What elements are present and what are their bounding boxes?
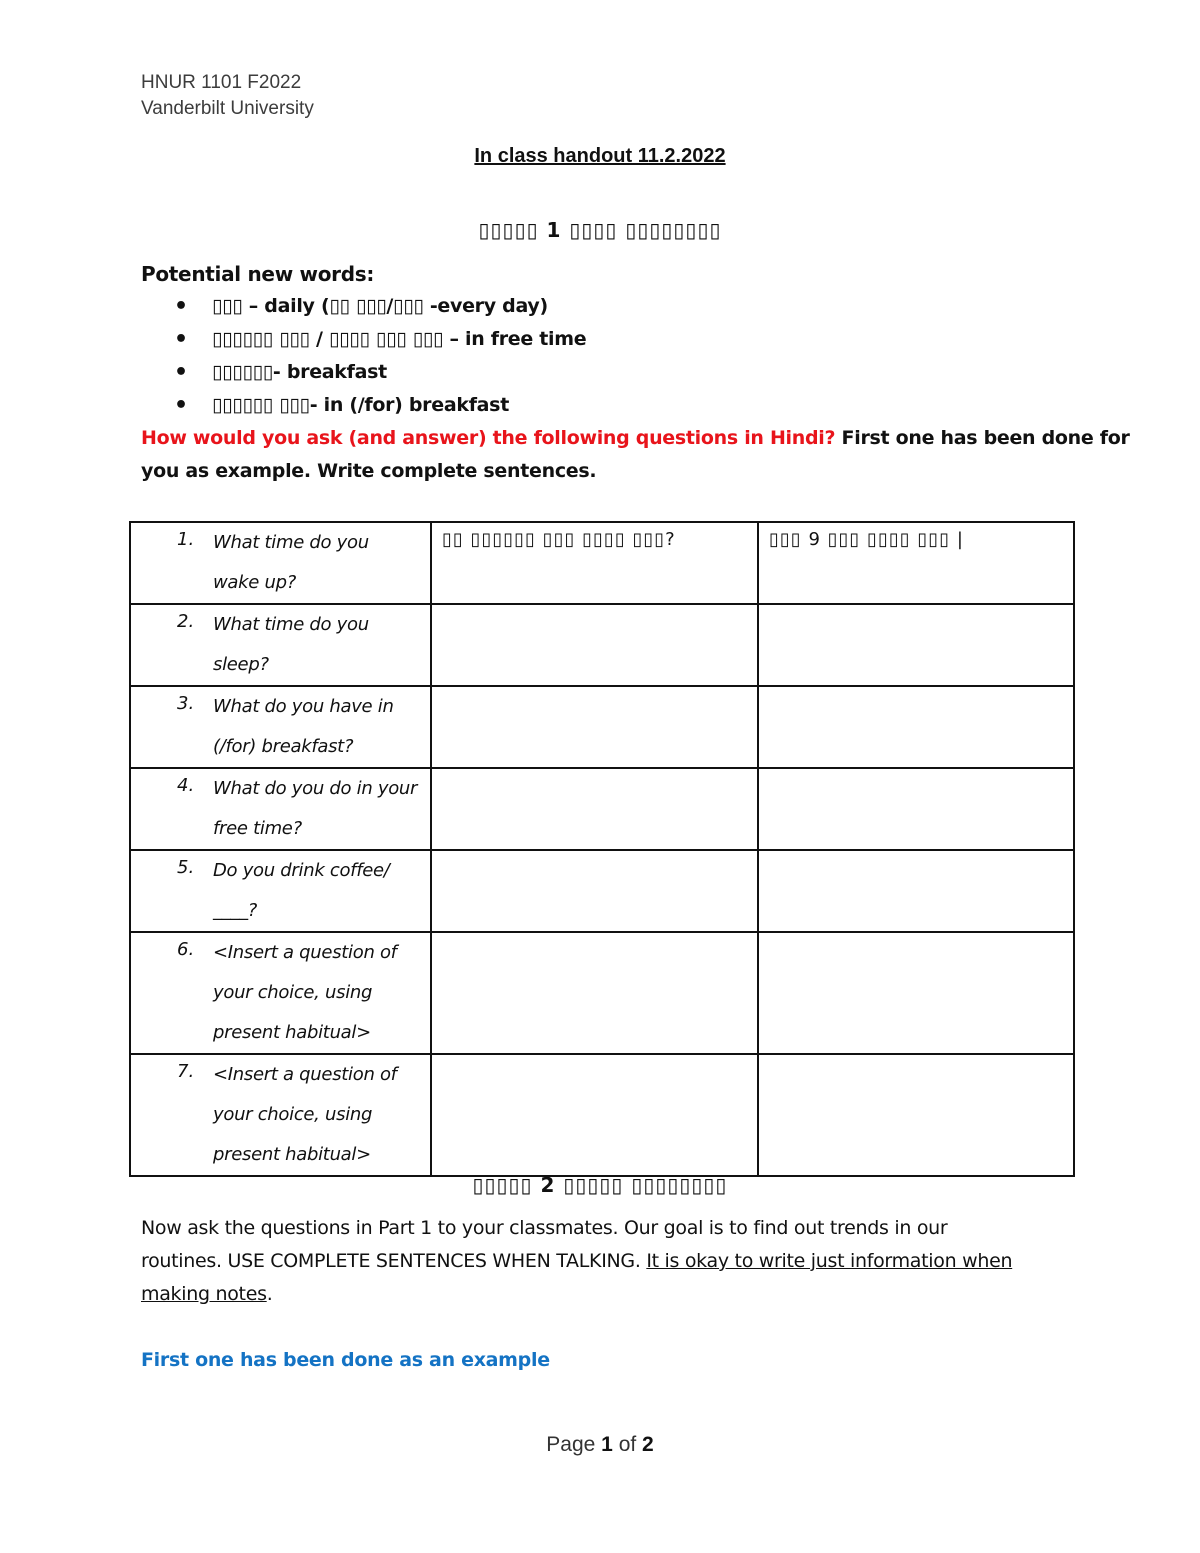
question-cell — [130, 1054, 431, 1176]
hindi-answer-cell[interactable] — [758, 522, 1074, 604]
table-row — [130, 768, 1074, 850]
question-number: 5. — [177, 857, 195, 878]
list-item: • ▯▯▯▯▯▯ ▯▯▯- in (/for) breakfast — [172, 389, 586, 422]
question-text-line: ____? — [213, 900, 258, 921]
question-text-line: What time do you — [213, 532, 369, 553]
hindi-question-text: ▯▯ ▯▯▯▯▯▯ ▯▯▯ ▯▯▯▯ ▯▯▯? — [442, 529, 676, 550]
bullet-icon: • — [174, 327, 188, 352]
table-row — [130, 932, 1074, 1054]
table-row — [130, 604, 1074, 686]
question-text-line: What do you have in — [213, 696, 394, 717]
question-text-line: your choice, using — [213, 1104, 373, 1125]
question-cell — [130, 686, 431, 768]
table-row — [130, 522, 1074, 604]
question-text-line: What time do you — [213, 614, 369, 635]
hindi-question-cell[interactable] — [431, 850, 758, 932]
hindi-answer-cell[interactable] — [758, 932, 1074, 1054]
hindi-answer-cell[interactable] — [758, 850, 1074, 932]
hindi-question-cell[interactable] — [431, 932, 758, 1054]
hindi-answer-cell[interactable] — [758, 604, 1074, 686]
part2-underlined-text-2: making notes — [141, 1283, 267, 1305]
question-text-line: <Insert a question of — [213, 942, 397, 963]
hindi-question-text — [432, 605, 757, 617]
hindi-question-text — [432, 933, 757, 945]
question-cell — [130, 522, 431, 604]
part2-line-2-text: routines. USE COMPLETE SENTENCES WHEN TALKING. — [141, 1250, 647, 1272]
hindi-answer-cell[interactable] — [758, 768, 1074, 850]
example-note: First one has been done as an example — [141, 1349, 550, 1371]
table-row — [130, 686, 1074, 768]
question-text-line: (/for) breakfast? — [213, 736, 354, 757]
question-cell — [130, 850, 431, 932]
document-title-text: In class handout 11.2.2022 — [474, 145, 726, 167]
hindi-answer-text — [759, 605, 1073, 617]
hindi-answer-text — [759, 769, 1073, 781]
question-cell — [130, 932, 431, 1054]
document-title — [0, 145, 1200, 168]
part2-line-1: Now ask the questions in Part 1 to your classmates. Our goal is to find out trends in our — [141, 1217, 948, 1239]
bullet-icon: • — [174, 360, 188, 385]
course-code: HNUR 1101 F2022 — [141, 72, 302, 93]
question-number: 1. — [177, 529, 195, 550]
instruction-red-text: How would you ask (and answer) the following questions in Hindi? — [141, 427, 836, 449]
question-cell — [130, 768, 431, 850]
question-cell — [130, 604, 431, 686]
question-text-line: What do you do in your — [213, 778, 418, 799]
part2-line-3: making notes. — [141, 1283, 273, 1305]
table-row — [130, 1054, 1074, 1176]
hindi-question-cell[interactable] — [431, 686, 758, 768]
hindi-question-cell[interactable] — [431, 604, 758, 686]
page-footer: Page 1 of 2 — [546, 1433, 654, 1456]
hindi-answer-text — [759, 1055, 1073, 1067]
part2-underlined-text: It is okay to write just information when — [646, 1250, 1013, 1272]
university-name: Vanderbilt University — [141, 98, 314, 119]
instruction-line-1 — [141, 427, 1130, 449]
hindi-question-text — [432, 769, 757, 781]
hindi-question-cell[interactable] — [431, 768, 758, 850]
hindi-question-text — [432, 1055, 757, 1067]
question-text-line: sleep? — [213, 654, 269, 675]
question-number: 2. — [177, 611, 195, 632]
hindi-answer-text — [759, 687, 1073, 699]
bullet-icon: • — [174, 393, 188, 418]
question-text-line: present habitual> — [213, 1022, 371, 1043]
instruction-line-2: you as example. Write complete sentences. — [141, 460, 597, 482]
part2-line-2 — [141, 1250, 1012, 1272]
list-item: • ▯▯▯▯▯▯- breakfast — [172, 356, 586, 389]
hindi-answer-text: ▯▯▯ 9 ▯▯▯ ▯▯▯▯ ▯▯▯ | — [769, 529, 964, 550]
question-text-line: your choice, using — [213, 982, 373, 1003]
part2-heading: ▯▯▯▯▯ 2 ▯▯▯▯▯ ▯▯▯▯▯▯▯▯ — [472, 1173, 728, 1197]
instruction-black-text: First one has been done for — [835, 427, 1130, 449]
new-words-intro: Potential new words: — [141, 262, 375, 286]
part1-heading: ▯▯▯▯▯ 1 ▯▯▯▯ ▯▯▯▯▯▯▯▯ — [478, 218, 722, 242]
bullet-icon: • — [174, 294, 188, 319]
question-number: 6. — [177, 939, 195, 960]
question-number: 4. — [177, 775, 195, 796]
hindi-answer-text — [759, 933, 1073, 945]
questions-table — [129, 521, 1075, 1177]
table-row — [130, 850, 1074, 932]
list-item: • ▯▯▯▯▯▯ ▯▯▯ / ▯▯▯▯ ▯▯▯ ▯▯▯ – in free time — [172, 323, 586, 356]
question-number: 3. — [177, 693, 195, 714]
hindi-question-text — [432, 851, 757, 863]
hindi-answer-cell[interactable] — [758, 686, 1074, 768]
question-text-line: <Insert a question of — [213, 1064, 397, 1085]
list-item: • ▯▯▯ – daily (▯▯ ▯▯▯/▯▯▯ -every day) — [172, 290, 586, 323]
question-text-line: wake up? — [213, 572, 296, 593]
hindi-question-cell[interactable] — [431, 1054, 758, 1176]
hindi-question-cell[interactable] — [431, 522, 758, 604]
hindi-question-text — [432, 687, 757, 699]
hindi-answer-text — [759, 851, 1073, 863]
question-number: 7. — [177, 1061, 195, 1082]
question-text-line: present habitual> — [213, 1144, 371, 1165]
question-text-line: free time? — [213, 818, 302, 839]
hindi-answer-cell[interactable] — [758, 1054, 1074, 1176]
new-words-list — [172, 290, 586, 422]
question-text-line: Do you drink coffee/ — [213, 860, 390, 881]
